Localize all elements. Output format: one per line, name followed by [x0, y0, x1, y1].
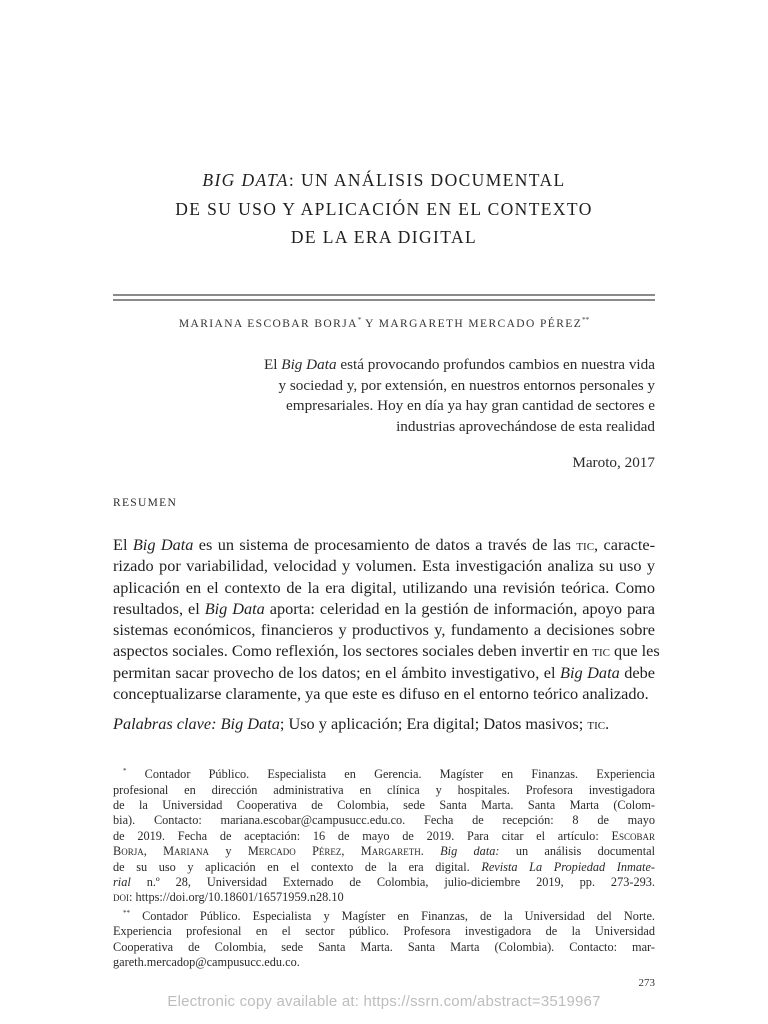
footnote-2-line: gareth.mercadop@campusucc.edu.co.	[113, 955, 300, 970]
page-number: 273	[638, 977, 655, 989]
text: es un sistema de procesamiento de datos a través de las	[193, 535, 577, 554]
italic-term: Big Data	[132, 535, 194, 554]
text: un análisis documental	[499, 844, 655, 859]
abstract-line	[113, 662, 655, 683]
small-caps: Mercado Pérez, Margareth	[247, 844, 421, 859]
author-2: MARGARETH MERCADO PÉREZ	[378, 317, 583, 330]
acronym: tic	[576, 535, 595, 554]
title-line-1-rest: : UN ANÁLISIS DOCUMENTAL	[288, 170, 566, 190]
ssrn-notice: Electronic copy available at: https://ssrn.com/abstract=3519967	[167, 993, 601, 1010]
text: ,	[143, 844, 164, 859]
text: aspectos sociales. Como reflexión, los sectores sociales deben invertir en	[113, 641, 593, 661]
author-1: MARIANA ESCOBAR BORJA	[178, 317, 358, 330]
title-rule-top	[113, 294, 655, 296]
text: que les	[609, 641, 660, 661]
author-2-mark: **	[582, 316, 590, 324]
keywords-list: ; Uso y aplicación; Era digital; Datos masivos;	[279, 714, 588, 733]
footnote-1-line	[113, 829, 655, 844]
epigraph-line-2: y sociedad y, por extensión, en nuestros entornos personales y	[278, 376, 655, 394]
authors-line	[100, 316, 668, 330]
text: de su uso y aplicación en el contexto de la era digital.	[113, 859, 482, 874]
epigraph-text: El	[264, 356, 282, 373]
title-line-2: DE SU USO Y APLICACIÓN EN EL CONTEXTO	[175, 198, 593, 219]
small-caps: Borja	[113, 844, 144, 859]
footnote-1-line: bia). Contacto: mariana.escobar@campusucc.edu.co. Fecha de recepción: 8 de mayo	[113, 813, 655, 828]
footnote-1-line	[113, 890, 655, 905]
title-line-3: DE LA ERA DIGITAL	[290, 227, 478, 247]
text: resultados, el	[113, 598, 205, 618]
text: Contador Público. Especialista en Gerencia. Magíster en Finanzas. Experiencia	[126, 767, 655, 782]
epigraph-text: está provocando profundos cambios en nuestra vida	[336, 356, 655, 373]
epigraph	[250, 355, 655, 437]
author-1-mark: *	[357, 316, 362, 324]
text: debe	[619, 662, 655, 682]
keywords-end: .	[605, 714, 610, 733]
title-italic: BIG DATA	[202, 170, 289, 190]
text: permitan sacar provecho de los datos; en el ámbito investigativo, el	[113, 662, 561, 682]
doi-link: : https://doi.org/10.18601/16571959.n28.10	[129, 890, 344, 905]
title-line-1	[100, 166, 668, 195]
abstract-line: aplicación en el contexto de la era digital, utilizando una revisión teórica. Como	[113, 577, 655, 597]
footnote-1-line	[113, 764, 655, 783]
authors-connector: Y	[361, 317, 379, 330]
footnote-1-line	[113, 875, 655, 890]
text: n.º 28, Universidad Externado de Colombia, julio-diciembre 2019, pp. 273-293.	[130, 874, 655, 889]
epigraph-line-4: industrias aprovechándose de esta realidad	[396, 417, 655, 435]
keywords	[113, 714, 655, 734]
abstract-line	[113, 640, 660, 661]
keywords-acronym: tic	[587, 714, 606, 733]
small-caps: doi	[113, 890, 129, 905]
epigraph-line-1	[250, 355, 655, 376]
italic-term: Big Data	[204, 598, 265, 618]
text: , caracte-	[594, 535, 656, 554]
epigraph-italic: Big Data	[281, 356, 337, 373]
abstract-line	[113, 598, 655, 619]
footnote-1-line	[113, 844, 655, 859]
text: y	[209, 844, 248, 859]
text: El	[113, 535, 133, 554]
footnote-1-line	[113, 860, 655, 875]
footnote-2-mark: **	[123, 908, 130, 917]
text: Contador Público. Especialista y Magíster en Finanzas, de la Universidad del Norte.	[130, 908, 655, 923]
footnote-2-line: Cooperativa de Colombia, sede Santa Marta. Santa Marta (Colombia). Contacto: mar-	[113, 939, 655, 954]
footnotes	[113, 764, 655, 970]
text: aporta: celeridad en la gestión de información, apoyo para	[264, 598, 655, 618]
footnote-2-line	[113, 906, 655, 925]
keywords-label: Palabras clave: Big Data	[113, 714, 280, 733]
abstract-heading: RESUMEN	[113, 497, 178, 509]
journal-title: rial	[113, 874, 131, 889]
title-rule-bottom	[113, 299, 655, 301]
abstract-line	[113, 534, 655, 555]
epigraph-citation: Maroto, 2017	[572, 454, 655, 471]
epigraph-line-3: empresariales. Hoy en día ya hay gran cantidad de sectores e	[286, 397, 655, 415]
abstract-line: sistemas económicos, financieros y productivos y, fundamento a decisiones sobre	[113, 620, 655, 640]
italic-term: Big data:	[440, 844, 500, 859]
small-caps: Escobar	[611, 828, 655, 843]
footnote-1-line: profesional en dirección administrativa en clínica y hospitales. Profesora investigadora	[113, 782, 655, 797]
footnote-2-line: Experiencia profesional en el sector público. Profesora investigadora de la Universidad	[113, 924, 655, 939]
article-title	[100, 166, 668, 252]
italic-term: Big Data	[560, 662, 620, 682]
abstract-line: conceptualizarse claramente, ya que este es difuso en el entorno teórico analizado.	[113, 684, 649, 704]
journal-title: Revista La Propiedad Inmate-	[481, 859, 655, 874]
text: de 2019. Fecha de aceptación: 16 de mayo de 2019. Para citar el artículo:	[113, 828, 612, 843]
abstract-body	[113, 534, 660, 704]
footnote-1-mark: *	[123, 767, 127, 775]
small-caps: Mariana	[163, 844, 210, 859]
abstract-line: rizado por variabilidad, velocidad y volumen. Esta investigación analiza su uso y	[113, 556, 655, 576]
acronym: tic	[592, 641, 610, 661]
text: .	[420, 844, 441, 859]
footnote-1-line: de la Universidad Cooperativa de Colombia, sede Santa Marta. Santa Marta (Colom-	[113, 797, 655, 812]
